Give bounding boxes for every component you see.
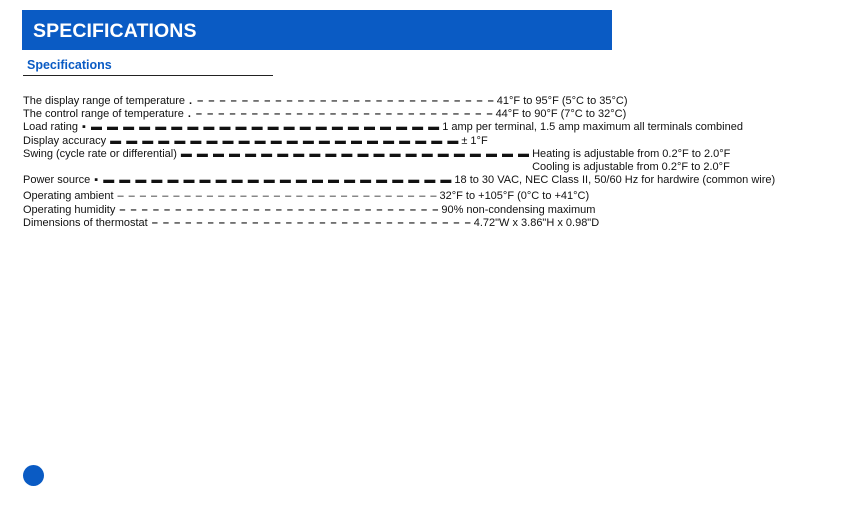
dot-leader: . – – – – – – – – – – – – – – – – – – – – – – – – – – – bbox=[187, 108, 494, 121]
spec-value: 90% non-condensing maximum bbox=[441, 203, 596, 216]
spec-value: 44°F to 90°F (7°C to 32°C) bbox=[495, 108, 627, 121]
spec-row bbox=[23, 190, 603, 203]
spec-row bbox=[23, 204, 603, 217]
spec-row bbox=[23, 95, 628, 108]
dot-leader: – – – – – – – – – – – – – – – – – – – – – – – – – – – – – bbox=[119, 203, 440, 216]
spec-row bbox=[23, 108, 627, 121]
spec-label: The display range of temperature bbox=[23, 95, 186, 107]
spec-row bbox=[23, 121, 743, 134]
spec-value: Cooling is adjustable from 0.2°F to 2.0°F bbox=[532, 161, 730, 174]
spec-label: Display accuracy bbox=[23, 134, 107, 147]
header-banner bbox=[22, 10, 612, 50]
section-heading-rule bbox=[23, 75, 273, 76]
spec-value: 4.72"W x 3.86"H x 0.98"D bbox=[473, 216, 600, 229]
page-marker-dot bbox=[23, 465, 44, 486]
spec-row bbox=[23, 217, 603, 230]
dot-leader: ▬ ▬ ▬ ▬ ▬ ▬ ▬ ▬ ▬ ▬ ▬ ▬ ▬ ▬ ▬ ▬ ▬ ▬ ▬ ▬ ▬ ▬ bbox=[110, 134, 460, 147]
spec-label: Dimensions of thermostat bbox=[23, 216, 148, 229]
spec-row bbox=[23, 174, 776, 187]
spec-value: 18 to 30 VAC, NEC Class II, 50/60 Hz for hardwire (common wire) bbox=[454, 174, 776, 187]
spec-value: ± 1°F bbox=[461, 134, 488, 147]
spec-row bbox=[23, 135, 603, 148]
spec-label: Power source bbox=[23, 174, 91, 187]
section-heading: Specifications bbox=[27, 58, 112, 72]
dot-leader: ▪ ▬ ▬ ▬ ▬ ▬ ▬ ▬ ▬ ▬ ▬ ▬ ▬ ▬ ▬ ▬ ▬ ▬ ▬ ▬ ▬ ▬ ▬ bbox=[82, 121, 441, 134]
dot-leader: ▪ ▬ ▬ ▬ ▬ ▬ ▬ ▬ ▬ ▬ ▬ ▬ ▬ ▬ ▬ ▬ ▬ ▬ ▬ ▬ ▬ ▬ ▬ bbox=[94, 174, 453, 187]
spec-value: Heating is adjustable from 0.2°F to 2.0°F bbox=[532, 147, 731, 160]
spec-list bbox=[23, 95, 776, 230]
spec-label: The control range of temperature bbox=[23, 108, 184, 121]
dot-leader: – – – – – – – – – – – – – – – – – – – – – – – – – – – – – bbox=[117, 190, 438, 203]
spec-row bbox=[23, 147, 731, 174]
dot-leader: – – – – – – – – – – – – – – – – – – – – – – – – – – – – – bbox=[151, 216, 472, 229]
spec-label: Swing (cycle rate or differential) bbox=[23, 147, 177, 160]
spec-label: Operating ambient bbox=[23, 190, 114, 203]
spec-label: Load rating bbox=[23, 121, 79, 134]
dot-leader: ▬ ▬ ▬ ▬ ▬ ▬ ▬ ▬ ▬ ▬ ▬ ▬ ▬ ▬ ▬ ▬ ▬ ▬ ▬ ▬ ▬ ▬ bbox=[180, 147, 531, 160]
spec-value: 1 amp per terminal, 1.5 amp maximum all terminals combined bbox=[442, 121, 743, 134]
spec-label: Operating humidity bbox=[23, 203, 116, 216]
spec-value: 32°F to +105°F (0°C to +41°C) bbox=[439, 190, 590, 203]
spec-value: 41°F to 95°F (5°C to 35°C) bbox=[496, 95, 628, 107]
banner-title: SPECIFICATIONS bbox=[33, 20, 197, 42]
dot-leader: . – – – – – – – – – – – – – – – – – – – – – – – – – – – bbox=[189, 95, 495, 107]
